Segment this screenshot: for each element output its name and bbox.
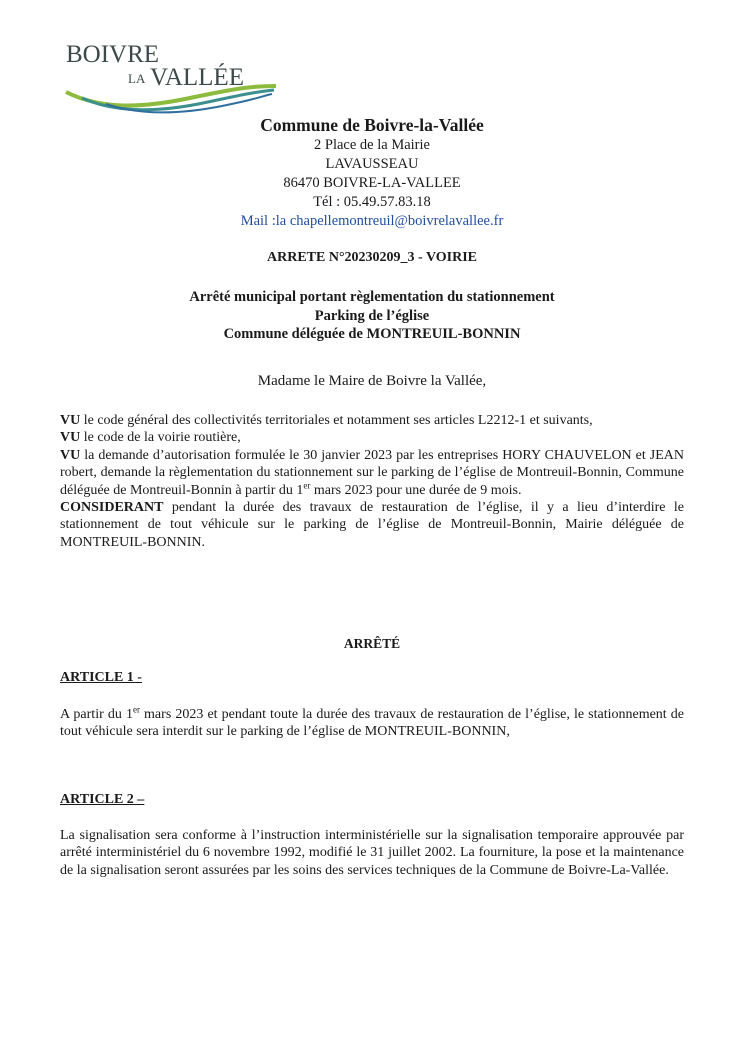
article-2-title: ARTICLE 2 – xyxy=(60,792,145,807)
address-line-1: 2 Place de la Mairie xyxy=(314,137,430,153)
visa-3-text-b: mars 2023 pour une durée de 9 mois. xyxy=(310,482,522,498)
address-line-3: 86470 BOIVRE-LA-VALLEE xyxy=(283,175,461,191)
visa-3-text-a: la demande d’autorisation formulée le 30 janvier 2023 par les entreprises HORY CHAUVELON et JEAN robert, demande la règlementation du stationnement sur le parking de l’église de Montreuil-Bonnin, Commune déléguée de Montreuil-Bonnin à partir du 1 xyxy=(60,447,684,498)
article-1-text-a: A partir du 1 xyxy=(60,707,133,722)
article-1-text-b: mars 2023 et pendant toute la durée des travaux de restauration de l’église, le stationnement de tout véhicule sera interdit sur le parking de l’église de MONTREUIL-BONNIN, xyxy=(60,707,685,740)
visa-2-text: le code de la voirie routière, xyxy=(80,430,241,446)
visa-1-text: le code général des collectivités territoriales et notamment ses articles L2212-1 et suivants, xyxy=(80,413,593,428)
visa-2-keyword: VU xyxy=(60,430,81,446)
logo-text-boivre: BOIVRE xyxy=(66,41,160,68)
phone-number: Tél : 05.49.57.83.18 xyxy=(313,194,431,210)
article-1-body xyxy=(60,706,684,741)
considerant xyxy=(60,499,684,551)
boivre-la-vallee-logo xyxy=(62,38,282,116)
arrete-number: ARRETE N°20230209_3 - VOIRIE xyxy=(266,250,478,265)
salutation: Madame le Maire de Boivre la Vallée, xyxy=(257,373,487,389)
visa-3-superscript: er xyxy=(303,479,311,490)
address-line-2: LAVAUSSEAU xyxy=(325,156,419,172)
logo-text-vallee: VALLÉE xyxy=(150,64,244,91)
visa-3 xyxy=(60,447,684,499)
visas-section xyxy=(60,412,684,551)
article-1-superscript: er xyxy=(132,704,140,715)
article-1-title: ARTICLE 1 - xyxy=(60,670,142,685)
subject-line-2: Parking de l’église xyxy=(314,307,430,324)
article-2-body xyxy=(60,827,684,879)
considerant-keyword: CONSIDERANT xyxy=(60,500,164,516)
considerant-text: pendant la durée des travaux de restauration de l’église, il y a lieu d’interdire le stationnement de tout véhicule sur le parking de l’église de Montreuil-Bonnin, Mairie déléguée de MONTREUIL-BONNIN. xyxy=(60,500,684,550)
visa-1 xyxy=(60,412,684,429)
decision-heading: ARRÊTÉ xyxy=(343,636,401,651)
visa-2 xyxy=(60,429,684,446)
letterhead xyxy=(150,116,594,231)
subject-line-3: Commune déléguée de MONTREUIL-BONNIN xyxy=(223,326,521,342)
commune-name: Commune de Boivre-la-Vallée xyxy=(260,115,484,135)
article-1-paragraph xyxy=(60,706,684,741)
logo-text-la: LA xyxy=(128,71,146,86)
article-2-paragraph: La signalisation sera conforme à l’instruction interministérielle sur la signalisation temporaire approuvée par arrêté interministériel du 6 novembre 1992, modifié le 31 juillet 2002. La fourniture, la pose et la maintenance de la signalisation seront assurées par les soins des services techniques de la Commune de Boivre-La-Vallée. xyxy=(60,828,684,878)
subject-line-1: Arrêté municipal portant règlementation du stationnement xyxy=(189,289,555,305)
visa-3-keyword: VU xyxy=(60,447,81,463)
visa-1-keyword: VU xyxy=(60,413,81,428)
arrete-subject xyxy=(110,288,634,344)
email-link[interactable]: Mail :la chapellemontreuil@boivrelavallee.fr xyxy=(240,213,504,229)
